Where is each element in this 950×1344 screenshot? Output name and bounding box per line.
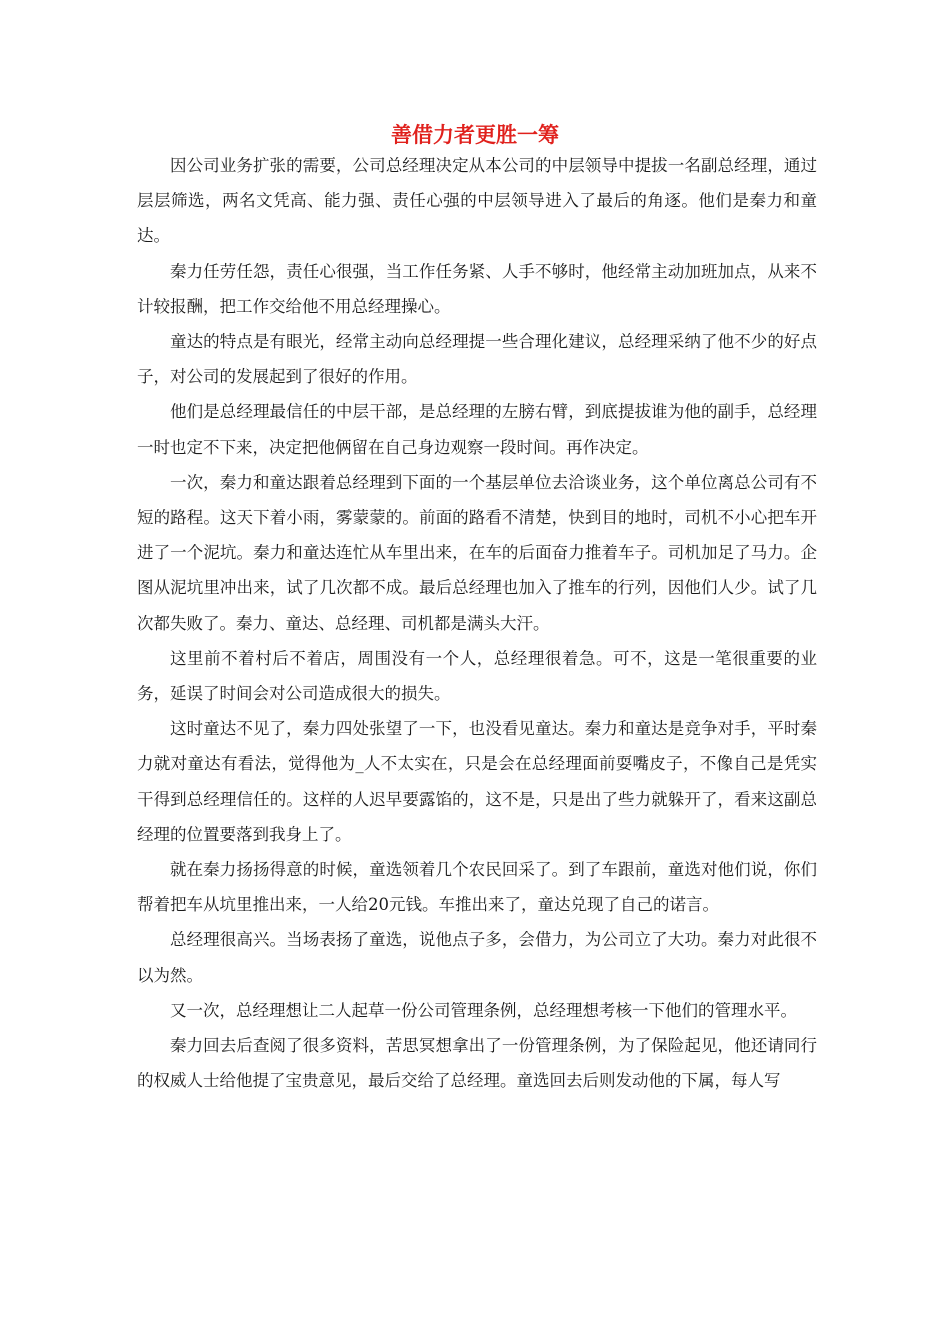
document-body [137,148,817,1098]
paragraph: 这时童达不见了，秦力四处张望了一下，也没看见童达。秦力和童达是竞争对手，平时秦力就对童达有看法，觉得他为_人不太实在，只是会在总经理面前耍嘴皮子，不像自己是凭实干得到总经理信任的。这样的人迟早要露馅的，这不是，只是出了些力就躲开了，看来这副总经理的位置要落到我身上了。 [137,719,817,844]
paragraph: 一次，秦力和童达跟着总经理到下面的一个基层单位去洽谈业务，这个单位离总公司有不短的路程。这天下着小雨，雾蒙蒙的。前面的路看不清楚，快到目的地时，司机不小心把车开进了一个泥坑。秦力和童达连忙从车里出来，在车的后面奋力推着车子。司机加足了马力。企图从泥坑里冲出来，试了几次都不成。最后总经理也加入了推车的行列，因他们人少。试了几次都失败了。秦力、童达、总经理、司机都是满头大汗。 [137,472,817,633]
paragraph: 就在秦力扬扬得意的时候，童选领着几个农民回采了。到了车跟前，童选对他们说，你们帮着把车从坑里推出来，一人给20元钱。车推出来了，童达兑现了自己的诺言。 [137,860,817,915]
paragraph: 秦力回去后查阅了很多资料，苦思冥想拿出了一份管理条例，为了保险起见，他还请同行的权威人士给他提了宝贵意见，最后交给了总经理。童选回去后则发动他的下属，每人写 [137,1036,817,1091]
paragraph: 又一次，总经理想让二人起草一份公司管理条例，总经理想考核一下他们的管理水平。 [170,1000,797,1020]
paragraph: 他们是总经理最信任的中层干部，是总经理的左膀右臂，到底提拔谁为他的副手，总经理一时也定不下来，决定把他俩留在自己身边观察一段时间。再作决定。 [137,402,817,457]
paragraph: 因公司业务扩张的需要，公司总经理决定从本公司的中层领导中提拔一名副总经理，通过层层筛选，两名文凭高、能力强、责任心强的中层领导进入了最后的角逐。他们是秦力和童达。 [137,156,817,246]
paragraph: 总经理很高兴。当场表扬了童选，说他点子多，会借力，为公司立了大功。秦力对此很不以为然。 [137,930,817,985]
paragraph: 秦力任劳任怨，责任心很强，当工作任务紧、人手不够时，他经常主动加班加点，从来不计较报酬，把工作交给他不用总经理操心。 [137,261,817,316]
paragraph: 这里前不着村后不着店，周围没有一个人，总经理很着急。可不，这是一笔很重要的业务，延误了时间会对公司造成很大的损失。 [137,648,817,704]
paragraph: 童达的特点是有眼光，经常主动向总经理提一些合理化建议，总经理采纳了他不少的好点子，对公司的发展起到了很好的作用。 [137,332,817,387]
document-title: 善借力者更胜一筹 [391,122,559,147]
